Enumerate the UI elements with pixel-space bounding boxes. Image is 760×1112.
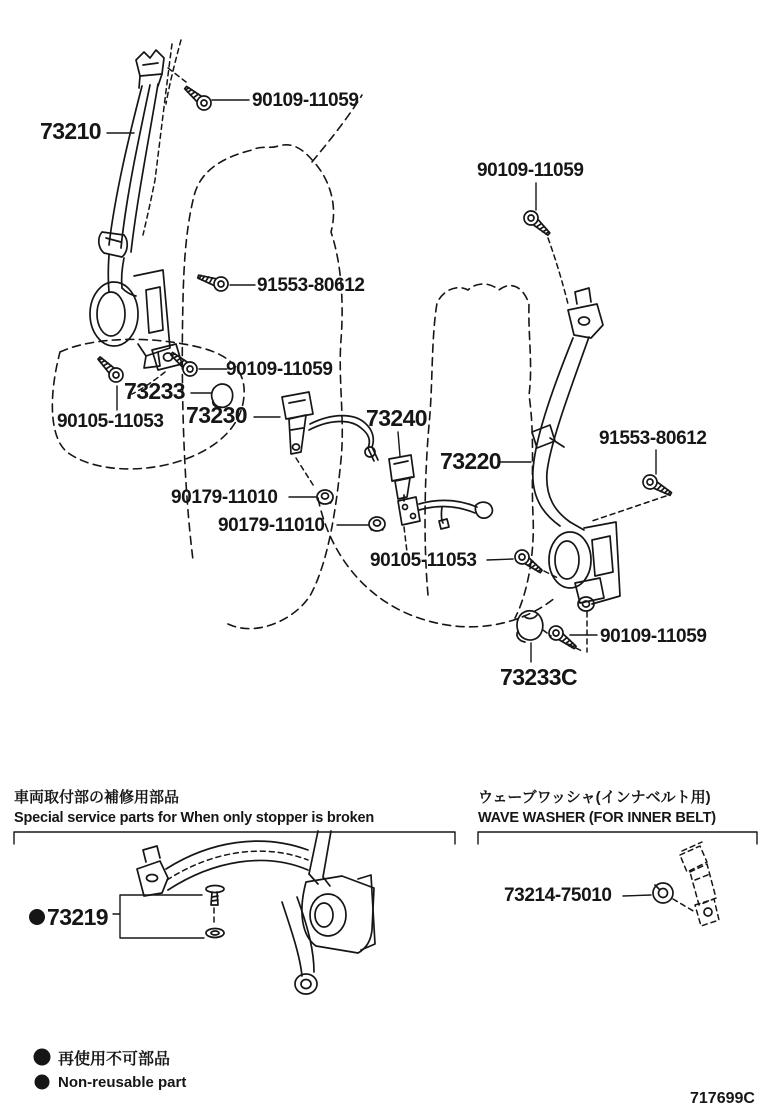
- nut-icon: [369, 517, 385, 531]
- legend-jp: 再使用不可部品: [58, 1051, 171, 1068]
- service-note-jp: 車両取付部の補修用部品: [14, 789, 180, 806]
- outer-belt-lh-drawing: [90, 50, 182, 370]
- callout-bolt-floor-anchor-lh: 90109-11059: [226, 359, 333, 380]
- callout-outer-belt-rh: 73220: [440, 448, 501, 474]
- callout-screw-lower-anchor-rh: 91553-80612: [599, 428, 707, 449]
- doc-code: 717699C: [690, 1090, 755, 1107]
- seat-outline-right: [318, 284, 556, 627]
- callout-stopper-lh: 73233: [124, 378, 185, 404]
- non-reusable-dot-icon: [29, 909, 45, 925]
- callout-bolt-upper-right: 90109-11059: [477, 160, 584, 181]
- stopper-rh-icon: [517, 611, 543, 640]
- stopper-rh-detail: [517, 615, 537, 642]
- service-note-en: Special service parts for When only stopper is broken: [14, 810, 375, 826]
- callout-outer-belt-lh: 73210: [40, 118, 101, 144]
- non-reusable-dot-icon: [35, 1075, 50, 1090]
- callout-bolt-lap-anchor-rh: 90105-11053: [370, 550, 477, 571]
- callout-wave-washer: 73214-75010: [504, 885, 612, 906]
- screw-icon: [94, 353, 126, 385]
- callout-nut-inner-belt-rh: 90179-11010: [218, 515, 325, 536]
- wave-washer-drawing: [653, 842, 719, 926]
- screw-icon: [196, 270, 230, 293]
- callout-bolt-upper-left: 90109-11059: [252, 90, 359, 111]
- screw-icon: [181, 82, 214, 113]
- callout-nut-inner-belt-lh: 90179-11010: [171, 487, 278, 508]
- screw-icon: [521, 208, 553, 239]
- stopper-pin-icon: [206, 886, 224, 893]
- inner-belt-lh-drawing: [282, 392, 378, 461]
- callout-stopper-rh: 73233C: [500, 664, 577, 690]
- callout-service-belt-kit: 73219: [47, 904, 108, 930]
- legend-en: Non-reusable part: [58, 1074, 187, 1091]
- screw-icon: [546, 623, 579, 653]
- callout-bolt-floor-anchor-rh: 90109-11059: [600, 626, 707, 647]
- callout-bolt-lap-anchor-lh: 90105-11053: [57, 411, 164, 432]
- wave-washer-note-jp: ウェーブワッシャ(インナベルト用): [478, 789, 711, 806]
- wave-washer-note-bracket: [478, 832, 757, 844]
- wave-washer-note-en: WAVE WASHER (FOR INNER BELT): [478, 810, 716, 826]
- nut-icon: [317, 490, 333, 504]
- screw-icon: [167, 348, 200, 379]
- pin-washer-icon: [206, 929, 224, 938]
- screw-icon: [640, 472, 674, 500]
- callout-inner-belt-lh: 73230: [186, 402, 247, 428]
- callout-screw-lower-anchor-lh: 91553-80612: [257, 275, 365, 296]
- non-reusable-dot-icon: [34, 1049, 51, 1066]
- outer-belt-rh-drawing: [532, 288, 620, 611]
- service-belt-kit-drawing: [137, 831, 375, 994]
- callout-inner-belt-rh: 73240: [366, 405, 427, 431]
- screw-icon: [512, 547, 545, 577]
